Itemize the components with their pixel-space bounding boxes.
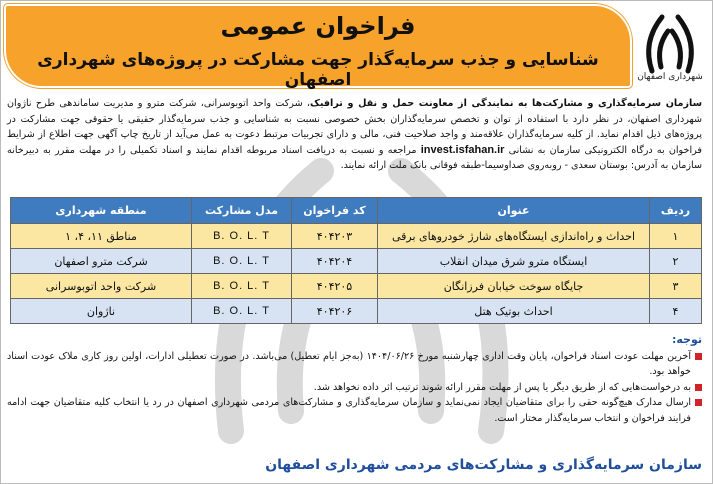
project-title: جایگاه سوخت خیابان فرزانگان [378,274,650,299]
table-row [11,299,702,324]
municipal-region: شرکت مترو اصفهان [11,249,192,274]
logo-caption: شهرداری اصفهان [637,72,703,82]
municipal-region: ناژوان [11,299,192,324]
header-partnership-model: مدل مشارکت [192,198,292,224]
call-code: ۴۰۴۲۰۳ [292,224,378,249]
table-row [11,274,702,299]
notes-list [7,349,702,426]
note-item [7,395,702,426]
intro-org-name: سازمان سرمایه‌گذاری و مشارکت‌ها به نمایندگی از معاونت حمل و نقل و ترافیک [310,98,703,109]
note-item [7,349,702,380]
intro-text-part-2: مراجعه و نسبت به دریافت اسناد مربوطه اقدام نمایند و اسناد تکمیلی را در مهلت مقرر به دبیرخانه سازمان به آدرس: بوستان سعدی - روبه‌روی صداوسیما-طبقه فوقانی بانک ملت ارائه نمایند. [7,144,702,172]
header-title: عنوان [378,198,650,224]
call-code: ۴۰۴۲۰۵ [292,274,378,299]
row-number: ۲ [650,249,702,274]
intro-text-part-1: ، شرکت واحد اتوبوسرانی، شرکت مترو و مدیریت ساماندهی طرح ناژوان شهرداری اصفهان، در نظر دارد با استفاده از توان و تخصص سرمایه‌گذاران بخش خصوصی نسبت به شناسایی و جذب سرمایه‌گذار حقیقی یا حقوقی جهت مشارکت در پروژه‌های ذیل اقدام نماید. از کلیه سرمایه‌گذاران علاقه‌مند و واجد صلاحیت فنی، مالی و دارای تجربیات مرتبط دعوت به عمل می‌آید از تاریخ چاپ آگهی جهت اطلاع از شرایط فراخوان به درگاه الکترونیکی سازمان به نشانی [7,98,702,156]
note-text: آخرین مهلت عودت اسناد فراخوان، پایان وقت اداری چهارشنبه مورخ ۱۴۰۴/۰۶/۲۶ (به‌جز ایام تعطیل) می‌باشد. در صورت تعطیلی ادارات، اولین روز کاری ملاک عودت اسناد خواهد بود. [7,351,692,378]
red-square-bullet-icon [695,399,702,406]
project-title: احداث بوتیک هتل [378,299,650,324]
table-header-row [11,198,702,224]
row-number: ۳ [650,274,702,299]
red-square-bullet-icon [695,384,702,391]
partnership-model: B. O. L. T [192,274,292,299]
website-link[interactable]: invest.isfahan.ir [420,143,505,156]
municipal-region: شرکت واحد اتوبوسرانی [11,274,192,299]
municipal-region: مناطق ۱۱، ۴، ۱ [11,224,192,249]
call-code: ۴۰۴۲۰۴ [292,249,378,274]
row-number: ۱ [650,224,702,249]
table-row [11,249,702,274]
note-text: به درخواست‌هایی که از طریق دیگر یا پس از مهلت مقرر ارائه شوند ترتیب اثر داده نخواهد شد. [313,381,691,393]
table-row [11,224,702,249]
page-title: فراخوان عمومی [220,12,416,40]
project-title: احداث و راه‌اندازی ایستگاه‌های شارژ خودروهای برقی [378,224,650,249]
note-text: ارسال مدارک هیچ‌گونه حقی را برای متقاضیان ایجاد نمی‌نماید و سازمان سرمایه‌گذاری و مشارکت‌های مردمی شهرداری اصفهان در رد یا انتخاب کلیه متقاضیان جهت ادامه فرایند فراخوان و انتخاب سرمایه‌گذار مختار است. [7,397,691,424]
partnership-model: B. O. L. T [192,299,292,324]
header-row-number: ردیف [650,198,702,224]
header-municipal-region: منطقه شهرداری [11,198,192,224]
organization-signature: سازمان سرمایه‌گذاری و مشارکت‌های مردمی شهرداری اصفهان [265,457,702,473]
page-subtitle: شناسایی و جذب سرمایه‌گذار جهت مشارکت در پروژه‌های شهرداری اصفهان [37,50,599,90]
intro-paragraph [7,96,702,174]
header-call-code: کد فراخوان [292,198,378,224]
note-item [7,380,702,395]
partnership-model: B. O. L. T [192,249,292,274]
red-square-bullet-icon [695,353,702,360]
call-code: ۴۰۴۲۰۶ [292,299,378,324]
projects-table [10,197,702,324]
notes-heading: توجه: [671,333,702,346]
project-title: ایستگاه مترو شرق میدان انقلاب [378,249,650,274]
header-banner [4,4,632,88]
partnership-model: B. O. L. T [192,224,292,249]
row-number: ۴ [650,299,702,324]
